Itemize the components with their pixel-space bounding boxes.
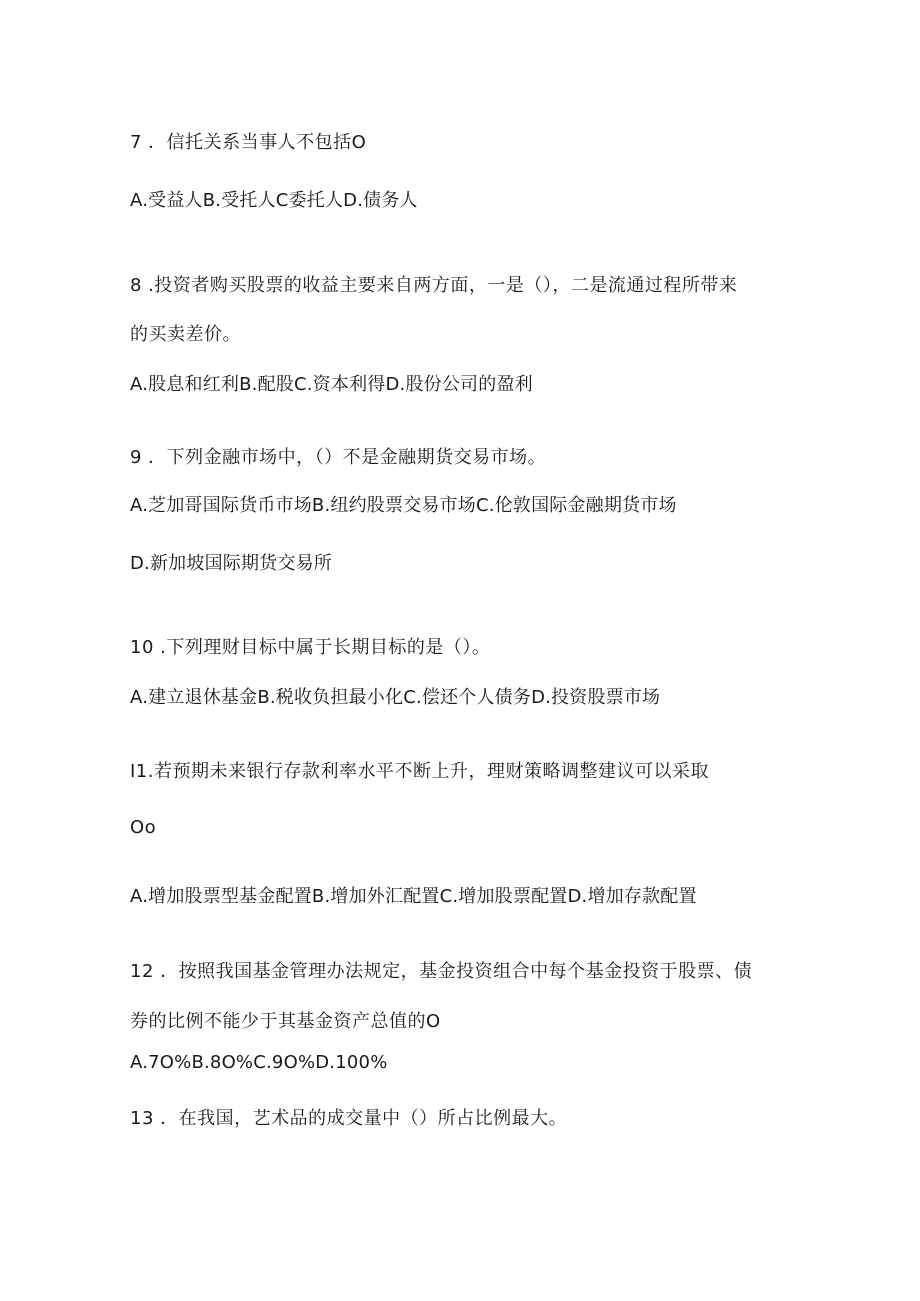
question-10-stem: 10 .下列理财目标中属于长期目标的是（）。 [130,637,491,658]
question-7-options: A.受益人B.受托人C委托人D.债务人 [130,190,418,211]
question-11-stem-line-2: Oo [130,817,157,838]
question-13-stem: 13 ．在我国，艺术品的成交量中（）所占比例最大。 [130,1108,568,1129]
question-11-stem: I1.若预期未来银行存款利率水平不断上升，理财策略调整建议可以采取 [130,761,709,782]
question-9-stem: 9 ．下列金融市场中，（）不是金融期货交易市场。 [130,447,547,468]
question-12-stem-line-2: 券的比例不能少于其基金资产总值的O [130,1011,441,1032]
question-9-options-line-2: D.新加坡国际期货交易所 [130,553,332,574]
question-11-options: A.增加股票型基金配置B.增加外汇配置C.增加股票配置D.增加存款配置 [130,886,697,907]
question-12-stem: 12 ．按照我国基金管理办法规定，基金投资组合中每个基金投资于股票、债 [130,961,753,982]
question-12-options: A.7O%B.8O%C.9O%D.100% [130,1052,388,1073]
question-8-options: A.股息和红利B.配股C.资本利得D.股份公司的盈利 [130,374,533,395]
question-7-stem: 7 ．信托关系当事人不包括O [130,132,367,153]
question-8-stem: 8 .投资者购买股票的收益主要来自两方面，一是（），二是流通过程所带来 [130,275,738,296]
question-10-options: A.建立退休基金B.税收负担最小化C.偿还个人债务D.投资股票市场 [130,687,661,708]
question-8-stem-line-2: 的买卖差价。 [130,324,241,345]
question-9-options: A.芝加哥国际货币市场B.纽约股票交易市场C.伦敦国际金融期货市场 [130,495,677,516]
